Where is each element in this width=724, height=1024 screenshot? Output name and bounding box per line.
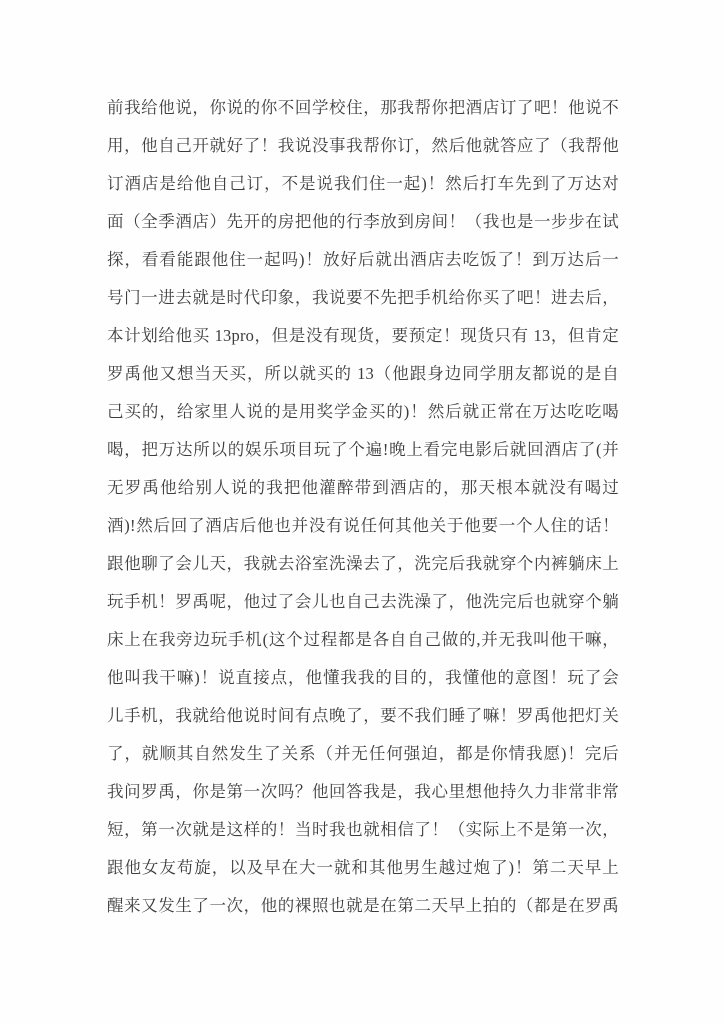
text-line: 本计划给他买 13pro，但是没有现货，要预定！现货只有 13，但肯定 — [107, 326, 619, 345]
text-line: 床上在我旁边玩手机(这个过程都是各自自己做的,并无我叫他干嘛， — [107, 630, 619, 649]
text-line: 面（全季酒店）先开的房把他的行李放到房间！（我也是一步步在试 — [107, 212, 619, 231]
text-line: 探，看看能跟他住一起吗)！放好后就出酒店去吃饭了！到万达后一 — [107, 250, 619, 269]
text-line: 儿手机，我就给他说时间有点晚了，要不我们睡了嘛！罗禹他把灯关 — [107, 706, 619, 725]
text-line: 己买的，给家里人说的是用奖学金买的)！然后就正常在万达吃吃喝 — [107, 402, 619, 421]
text-line: 了，就顺其自然发生了关系（并无任何强迫，都是你情我愿)！完后 — [107, 744, 619, 763]
text-line: 他叫我干嘛)！说直接点，他懂我我的目的，我懂他的意图！玩了会 — [107, 668, 619, 687]
text-line: 短，第一次就是这样的！当时我也就相信了！（实际上不是第一次， — [107, 820, 619, 839]
text-line: 前我给他说，你说的你不回学校住，那我帮你把酒店订了吧！他说不 — [107, 98, 619, 117]
text-line: 跟他女友苟旋，以及早在大一就和其他男生越过炮了)！第二天早上 — [107, 858, 619, 877]
text-line: 用，他自己开就好了！我说没事我帮你订，然后他就答应了（我帮他 — [107, 136, 619, 155]
text-line: 罗禹他又想当天买，所以就买的 13（他跟身边同学朋友都说的是自 — [107, 364, 619, 383]
body-text — [107, 89, 619, 925]
text-line: 无罗禹他给别人说的我把他灌醉带到酒店的，那天根本就没有喝过 — [107, 478, 619, 497]
text-line: 订酒店是给他自己订，不是说我们住一起)！然后打车先到了万达对 — [107, 174, 619, 193]
text-line: 跟他聊了会儿天，我就去浴室洗澡去了，洗完后我就穿个内裤躺床上 — [107, 554, 619, 573]
text-line: 玩手机！罗禹呢，他过了会儿也自己去洗澡了，他洗完后也就穿个躺 — [107, 592, 619, 611]
text-line: 醒来又发生了一次，他的裸照也就是在第二天早上拍的（都是在罗禹 — [107, 896, 619, 915]
text-line: 号门一进去就是时代印象，我说要不先把手机给你买了吧！进去后， — [107, 288, 619, 307]
text-line: 酒)!然后回了酒店后他也并没有说任何其他关于他要一个人住的话！ — [107, 516, 619, 535]
text-line: 喝，把万达所以的娱乐项目玩了个遍!晚上看完电影后就回酒店了(并 — [107, 440, 619, 459]
text-line: 我问罗禹，你是第一次吗？他回答我是，我心里想他持久力非常非常 — [107, 782, 619, 801]
